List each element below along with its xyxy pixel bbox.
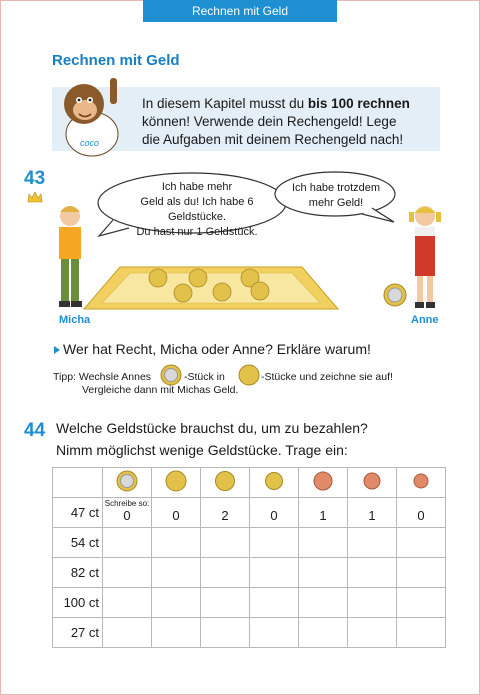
name-micha: Micha — [59, 314, 91, 326]
shirt-text: coco — [80, 138, 100, 148]
table-row — [53, 528, 446, 558]
table-row — [53, 498, 446, 528]
value-cell[interactable] — [348, 588, 397, 618]
bubble-text-anne: Ich habe trotzdem mehr Geld! — [291, 182, 381, 209]
coin-header-row — [53, 468, 446, 498]
value-cell[interactable] — [348, 528, 397, 558]
value-cell[interactable] — [250, 588, 299, 618]
1-cent-coin-icon — [397, 468, 446, 498]
value-cell[interactable] — [299, 618, 348, 648]
tip-line-2: Vergleiche dann mit Michas Geld. — [82, 384, 239, 396]
coin-table — [52, 467, 446, 648]
value-cell[interactable] — [250, 528, 299, 558]
value-cell[interactable] — [397, 528, 446, 558]
table-row — [53, 558, 446, 588]
section-title: Rechnen mit Geld — [52, 52, 180, 69]
table-row — [53, 588, 446, 618]
10-cent-coin-icon — [251, 282, 269, 300]
50-cent-coin-icon — [149, 269, 167, 287]
task44-line-1: Welche Geldstücke brauchst du, um zu bezahlen? — [56, 420, 368, 436]
1-euro-coin-icon — [383, 283, 407, 307]
value-cell[interactable] — [348, 558, 397, 588]
value-cell[interactable] — [299, 588, 348, 618]
intro-text: In diesem Kapitel musst du bis 100 rechnen können! Verwende dein Rechengeld! Lege die Aufgaben mit deinem Rechengeld nach! — [142, 96, 410, 147]
name-anne: Anne — [411, 314, 439, 326]
anne-figure-icon — [405, 200, 445, 312]
value-cell[interactable] — [152, 558, 201, 588]
value-cell[interactable] — [103, 588, 152, 618]
5-cent-coin-icon — [299, 468, 348, 498]
task43-question: Wer hat Recht, Micha oder Anne? Erkläre warum! — [63, 341, 371, 357]
value-cell[interactable] — [348, 618, 397, 648]
amount-cell: 100 ct — [53, 588, 103, 618]
coins-on-mat — [140, 264, 280, 306]
50-cent-coin-icon — [152, 468, 201, 498]
value-cell[interactable] — [201, 588, 250, 618]
value-cell[interactable] — [103, 528, 152, 558]
tip-mid: -Stück in — [184, 371, 225, 383]
10-cent-coin-icon — [250, 468, 299, 498]
50-cent-coin-icon — [238, 364, 260, 386]
task-number-43: 43 — [24, 168, 46, 189]
empty-header-cell — [53, 468, 103, 498]
table-row — [53, 618, 446, 648]
50-cent-coin-icon — [174, 284, 192, 302]
value-cell[interactable] — [397, 588, 446, 618]
1-euro-coin-icon — [103, 468, 152, 498]
value-cell[interactable] — [250, 558, 299, 588]
monkey-mascot-icon — [52, 72, 132, 162]
value-cell[interactable] — [201, 528, 250, 558]
tip-line-1: Tipp: Wechsle Annes — [53, 371, 152, 383]
value-cell[interactable]: 0 — [397, 498, 446, 528]
value-cell[interactable]: 2 — [201, 498, 250, 528]
value-cell[interactable]: 0 — [250, 498, 299, 528]
value-cell[interactable] — [299, 558, 348, 588]
value-cell[interactable]: 1 — [299, 498, 348, 528]
task44-line-2: Nimm möglichst wenige Geldstücke. Trage ein: — [56, 442, 348, 458]
20-cent-coin-icon — [213, 283, 231, 301]
value-cell[interactable] — [103, 558, 152, 588]
value-cell[interactable] — [103, 618, 152, 648]
value-cell[interactable] — [250, 618, 299, 648]
value-cell[interactable]: Schreibe so: 0 — [103, 498, 152, 528]
value-cell[interactable] — [397, 558, 446, 588]
20-cent-coin-icon — [201, 468, 250, 498]
task-number-44: 44 — [24, 420, 46, 441]
20-cent-coin-icon — [189, 269, 207, 287]
value-cell[interactable] — [152, 528, 201, 558]
value-cell[interactable] — [299, 528, 348, 558]
value-cell[interactable] — [397, 618, 446, 648]
amount-cell: 82 ct — [53, 558, 103, 588]
amount-cell: 27 ct — [53, 618, 103, 648]
2-cent-coin-icon — [348, 468, 397, 498]
value-cell[interactable]: 1 — [348, 498, 397, 528]
bubble-text-micha: Ich habe mehr Geld als du! Ich habe 6 Geldstücke. Du hast nur 1 Geldstück. — [136, 181, 258, 238]
crown-icon — [27, 191, 43, 203]
tip-suffix: -Stücke und zeichne sie auf! — [261, 371, 393, 383]
value-cell[interactable] — [152, 588, 201, 618]
value-cell[interactable] — [201, 558, 250, 588]
value-cell[interactable] — [152, 618, 201, 648]
amount-cell: 47 ct — [53, 498, 103, 528]
chapter-header: Rechnen mit Geld — [143, 0, 337, 22]
play-arrow-icon — [53, 345, 61, 355]
value-cell[interactable] — [201, 618, 250, 648]
amount-cell: 54 ct — [53, 528, 103, 558]
value-cell[interactable]: 0 — [152, 498, 201, 528]
hint-label: Schreibe so: — [104, 499, 150, 508]
